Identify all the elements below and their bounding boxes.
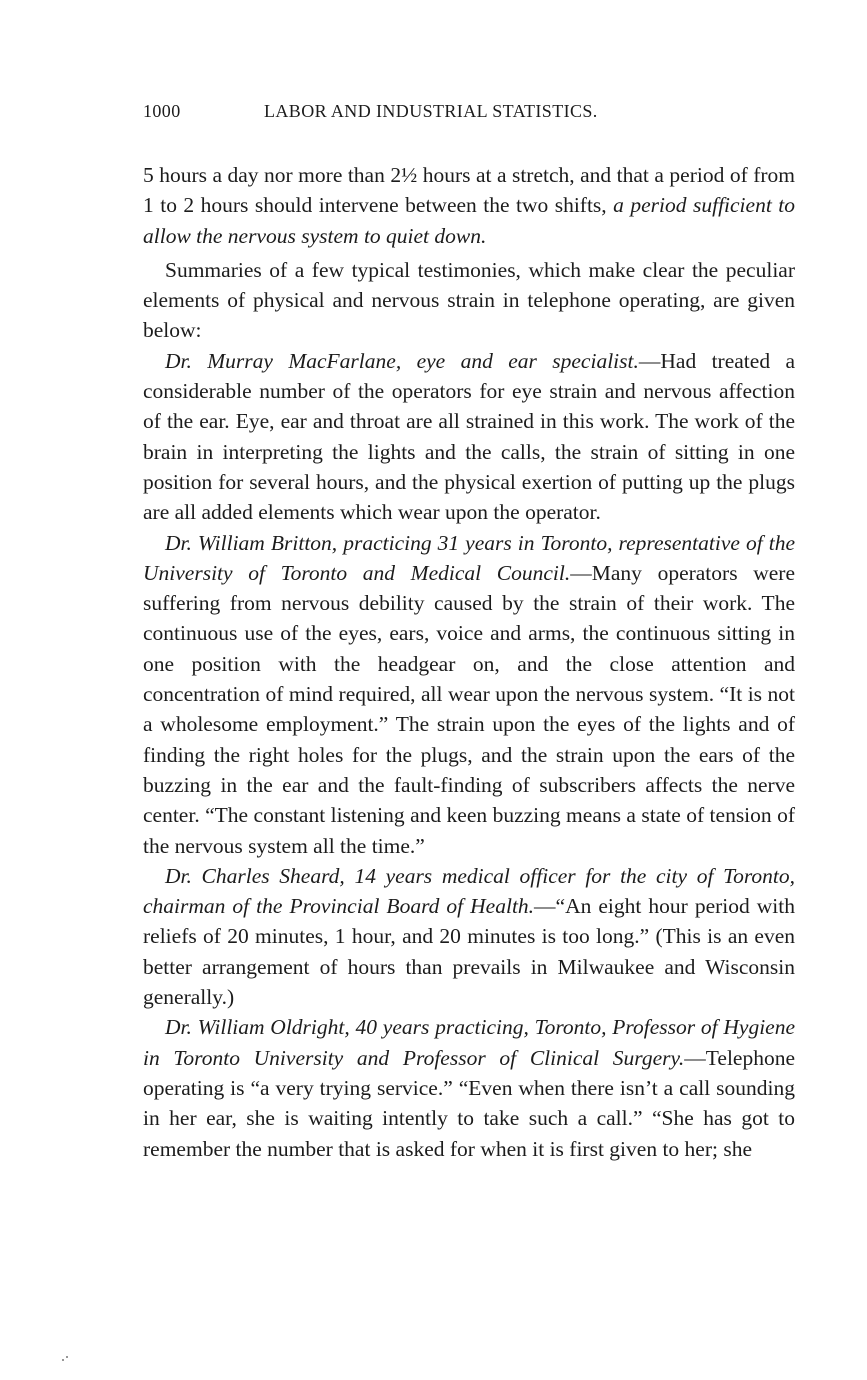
testimony-text: —Many operators were suffering from nervous debility caused by the strain of their work. The continuous use of the eyes, ears, voice and arms, the continuous sitting in one position with the headgear on, and the close attention and concentration of mind required, all wear upon the nervous system. “It is not a wholesome employment.” The strain upon the eyes of the lights and of finding the right holes for the plugs, and the strain upon the ears of the buzzing in the ear and the fault-finding of subscribers affects the nerve center. “The constant listening and keen buzzing means a state of tension of the nervous system all the time.”: [143, 560, 795, 858]
paragraph-italic-text: a period sufficient to allow the nervous system to quiet down.: [143, 193, 795, 248]
testimony-speaker: Dr. Murray MacFarlane, eye and ear specialist.: [165, 348, 639, 373]
paragraph-continuation: [143, 160, 795, 251]
running-head: LABOR AND INDUSTRIAL STATISTICS.: [264, 101, 598, 121]
testimony-oldright: [143, 1012, 795, 1163]
testimony-speaker: Dr. William Britton, practicing 31 years in Toronto, representative of the University of Toronto and Medical Council.: [143, 530, 795, 585]
scan-specks: [62, 1356, 68, 1362]
testimony-speaker: Dr. William Oldright, 40 years practicing, Toronto, Professor of Hygiene in Toronto University and Professor of Clinical Surgery.: [143, 1015, 795, 1070]
body-text: [143, 160, 795, 1164]
testimony-text: —“An eight hour period with reliefs of 20 minutes, 1 hour, and 20 minutes is too long.” (This is an even better arrangement of hours than prevails in Milwaukee and Wisconsin generally.): [143, 894, 795, 1010]
paragraph-text: 5 hours a day nor more than 2½ hours at a stretch, and that a period of from 1 to 2 hours should intervene between the two shifts,: [143, 163, 795, 218]
page-header: [143, 101, 795, 129]
testimony-speaker: Dr. Charles Sheard, 14 years medical officer for the city of Toronto, chairman of the Provincial Board of Health.: [143, 863, 795, 919]
testimony-macfarlane: [143, 346, 795, 528]
testimony-britton: [143, 528, 795, 861]
testimony-text: —Telephone operating is “a very trying service.” “Even when there isn’t a call sounding in her ear, she is waiting intently to take such a call.” “She has got to remember the number that is asked for when it is first given to her; she: [143, 1045, 795, 1161]
paragraph-summaries-intro: [143, 255, 795, 346]
testimony-sheard: [143, 861, 795, 1012]
paragraph-text: Summaries of a few typical testimonies, which make clear the peculiar elements of physical and nervous strain in telephone operating, are given below:: [143, 257, 795, 343]
testimony-text: —Had treated a considerable number of the operators for eye strain and nervous affection of the ear. Eye, ear and throat are all strained in this work. The work of the brain in interpreting the lights and the calls, the strain of sitting in one position for several hours, and the physical exertion of putting up the plugs are all added elements which wear upon the operator.: [143, 348, 795, 525]
page-number: 1000: [143, 101, 181, 121]
